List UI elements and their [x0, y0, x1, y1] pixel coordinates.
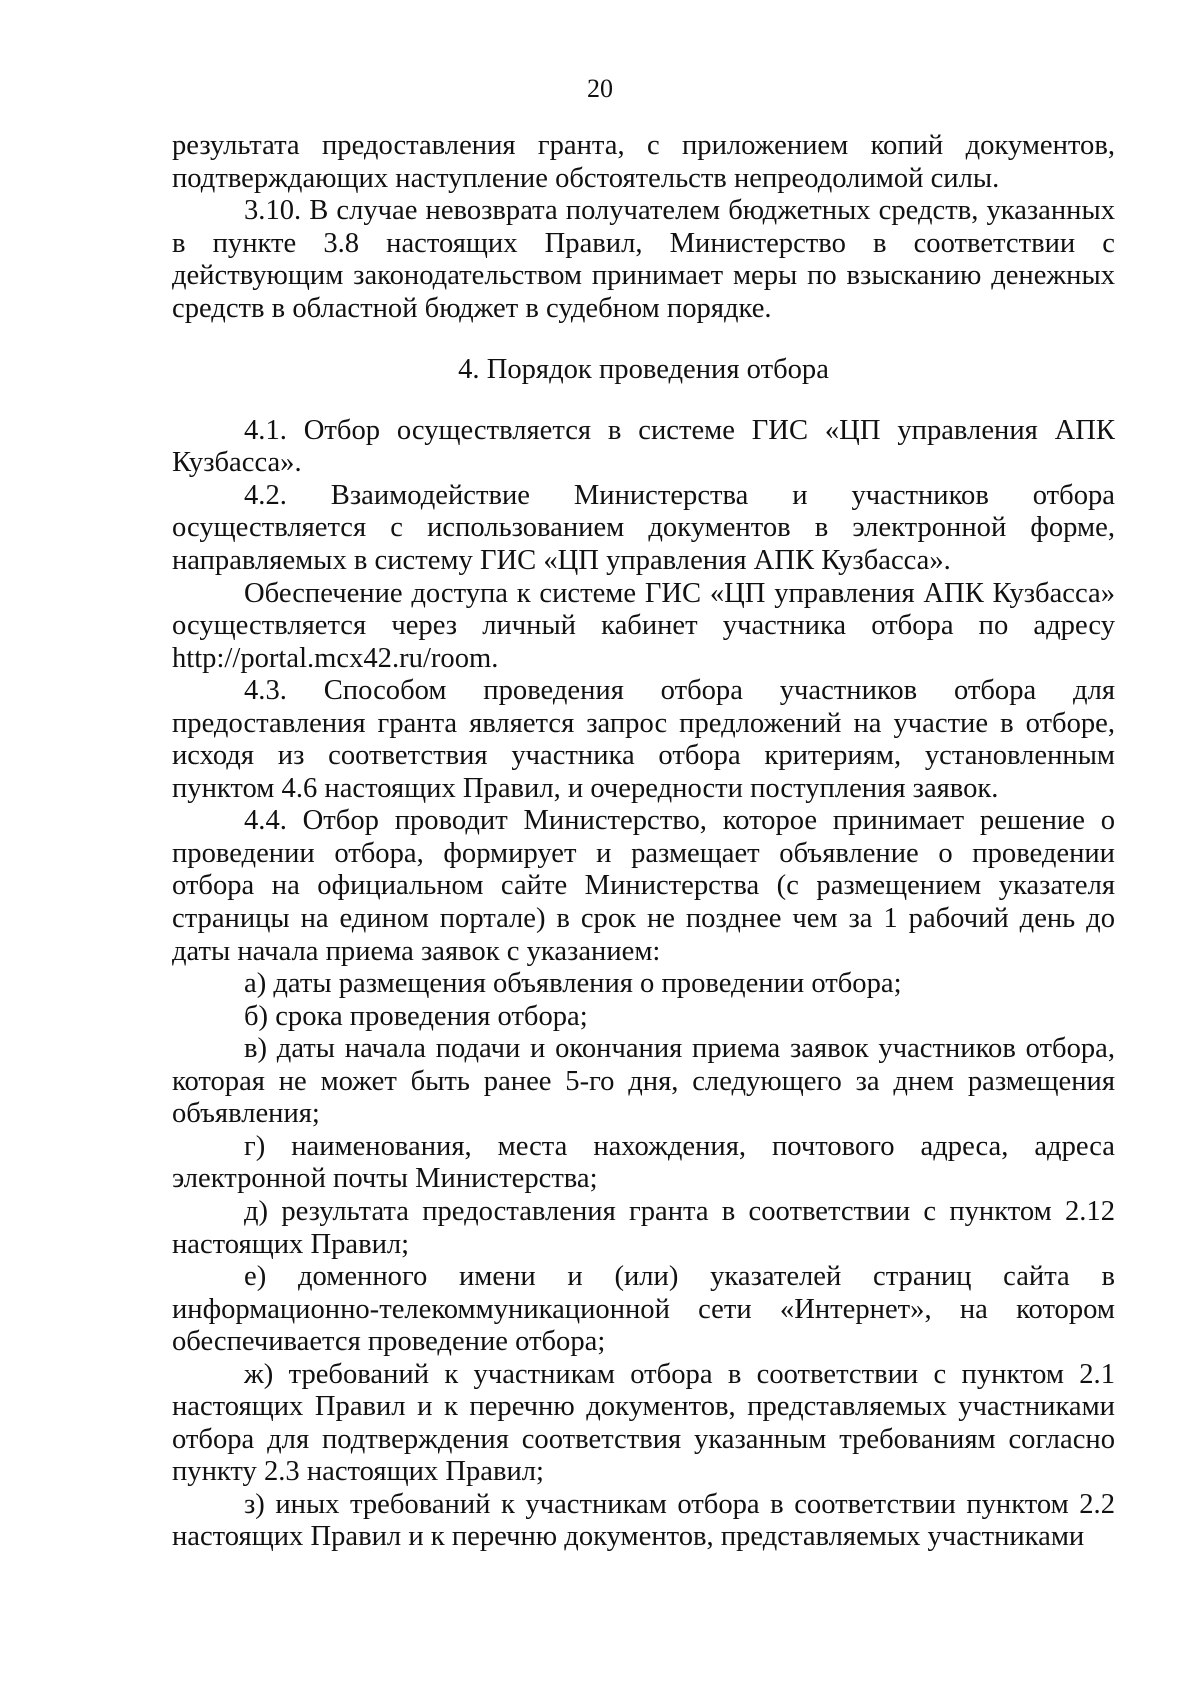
section-heading: 4. Порядок проведения отбора	[458, 354, 829, 386]
list-item-zh: ж) требований к участникам отбора в соответствии с пунктом 2.1 настоящих Правил и к перечню документов, представляемых участниками отбора для подтверждения соответствия указанным требованиям согласно пункту 2.3 настоящих Правил;	[172, 1358, 1115, 1488]
list-item-v: в) даты начала подачи и окончания приема заявок участников отбора, которая не может быть ранее 5-го дня, следующего за днем размещения объявления;	[172, 1033, 1115, 1130]
paragraph-continuation: результата предоставления гранта, с приложением копий документов, подтверждающих наступление обстоятельств непреодолимой силы.	[172, 130, 1115, 194]
paragraph-3-10: 3.10. В случае невозврата получателем бюджетных средств, указанных в пункте 3.8 настоящих Правил, Министерство в соответствии с действующим законодательством принимает меры по взысканию денежных средств в областной бюджет в судебном порядке.	[172, 195, 1115, 324]
paragraph-4-4: 4.4. Отбор проводит Министерство, которое принимает решение о проведении отбора, формирует и размещает объявление о проведении отбора на официальном сайте Министерства (с размещением указателя страницы на едином портале) в срок не позднее чем за 1 рабочий день до даты начала приема заявок с указанием:	[172, 805, 1115, 967]
list-item-z: з) иных требований к участникам отбора в соответствии пунктом 2.2 настоящих Правил и к перечню документов, представляемых участниками	[172, 1488, 1115, 1553]
paragraph-4-1: 4.1. Отбор осуществляется в системе ГИС «ЦП управления АПК Кузбасса».	[172, 414, 1115, 479]
document-body	[172, 130, 1115, 1554]
list-item-g: г) наименования, места нахождения, почтового адреса, адреса электронной почты Министерства;	[172, 1130, 1115, 1195]
list-item-e: е) доменного имени и (или) указателей страниц сайта в информационно-телекоммуникационной сети «Интернет», на котором обеспечивается проведение отбора;	[172, 1261, 1115, 1358]
paragraph-4-2: 4.2. Взаимодействие Министерства и участников отбора осуществляется с использованием документов в электронной форме, направляемых в систему ГИС «ЦП управления АПК Кузбасса».	[172, 479, 1115, 577]
list-item-d: д) результата предоставления гранта в соответствии с пунктом 2.12 настоящих Правил;	[172, 1195, 1115, 1260]
page-number: 20	[587, 74, 613, 103]
paragraph-access: Обеспечение доступа к системе ГИС «ЦП управления АПК Кузбасса» осуществляется через личный кабинет участника отбора по адресу http://portal.mcx42.ru/room.	[172, 577, 1115, 674]
list-item-b: б) срока проведения отбора;	[244, 1000, 588, 1032]
paragraph-4-3: 4.3. Способом проведения отбора участников отбора для предоставления гранта является запрос предложений на участие в отборе, исходя из соответствия участника отбора критериям, установленным пунктом 4.6 настоящих Правил, и очередности поступления заявок.	[172, 675, 1115, 804]
list-item-a: а) даты размещения объявления о проведении отбора;	[244, 968, 902, 1000]
